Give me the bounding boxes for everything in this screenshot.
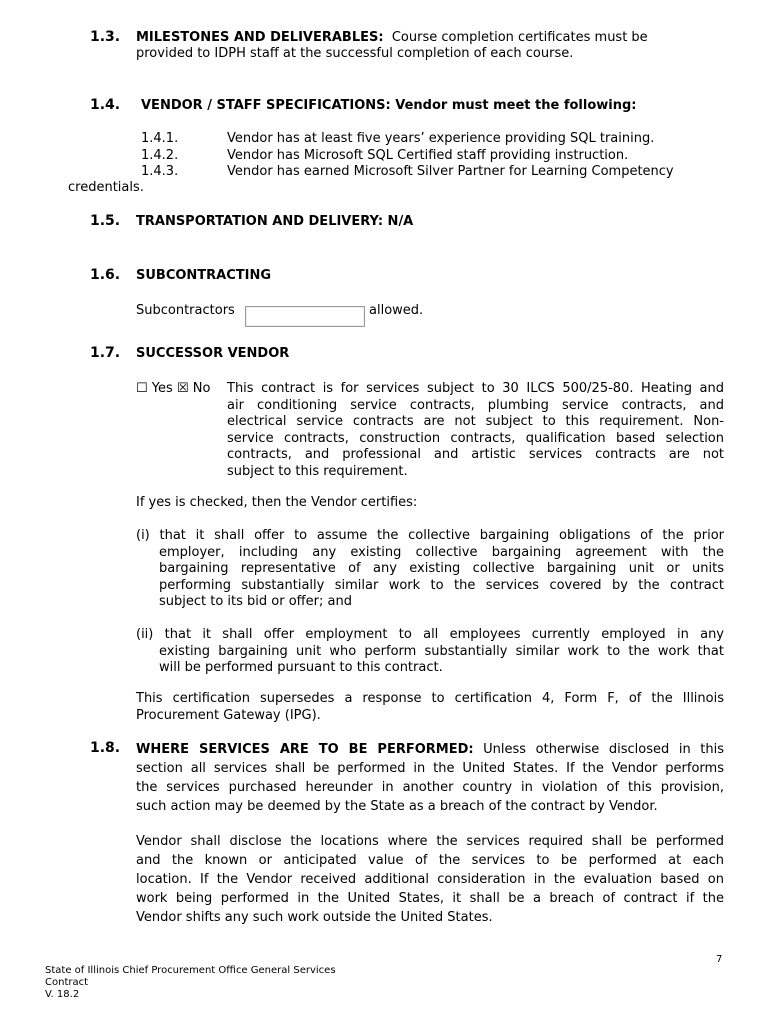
clause-ii-line: existing bargaining unit who perform substantially similar work to the work that <box>159 643 724 659</box>
section-1-4-title: VENDOR / STAFF SPECIFICATIONS: Vendor must meet the following: <box>141 98 637 113</box>
section-number-1-8: 1.8. <box>90 740 121 756</box>
clause-i-line: subject to its bid or offer; and <box>159 594 352 609</box>
sub-item-number-1-4-3: 1.4.3. <box>141 164 179 179</box>
yes-label: Yes <box>151 381 173 396</box>
clause-ii-line: will be performed pursuant to this contract. <box>159 660 443 675</box>
statement-line: electrical service contracts are not subject to this requirement. Non- <box>227 414 724 429</box>
clause-i-line: (i) that it shall offer to assume the collective bargaining obligations of the prior <box>136 528 724 543</box>
statement-line: air conditioning service contracts, plumbing service contracts, and <box>227 397 724 413</box>
allowed-label: allowed. <box>369 303 424 318</box>
sub-item-text-1-4-3: Vendor has earned Microsoft Silver Partner for Learning Competency <box>227 164 674 179</box>
supersedes-text <box>136 691 724 724</box>
section-1-8-line: and the known or anticipated value of the services to be performed at each <box>136 853 724 868</box>
section-1-8-title: WHERE SERVICES ARE TO BE PERFORMED: <box>136 742 474 757</box>
page-number: 7 <box>716 954 723 965</box>
section-1-8-line: section all services shall be performed in the United States. If the Vendor performs <box>136 761 724 776</box>
section-number-1-6: 1.6. <box>90 267 121 283</box>
sub-item-continuation: credentials. <box>68 180 144 195</box>
supersedes-line: This certification supersedes a response to certification 4, Form F, of the Illinois <box>136 691 724 706</box>
no-checkbox[interactable]: ☒ <box>176 381 189 396</box>
section-number-1-5: 1.5. <box>90 213 121 229</box>
sub-item-text-1-4-1: Vendor has at least five years’ experience providing SQL training. <box>227 131 655 146</box>
footer-org: State of Illinois Chief Procurement Office General Services <box>45 965 336 976</box>
statement-line: This contract is for services subject to 30 ILCS 500/25-80. Heating and <box>227 381 724 396</box>
supersedes-line: Procurement Gateway (IPG). <box>136 707 321 723</box>
clause-ii-line: (ii) that it shall offer employment to all employees currently employed in any <box>136 627 724 642</box>
section-1-3-title: MILESTONES AND DELIVERABLES: <box>136 30 384 45</box>
sub-item-text-1-4-2: Vendor has Microsoft SQL Certified staff providing instruction. <box>227 148 629 163</box>
section-number-1-4: 1.4. <box>90 97 121 113</box>
statement-line: service contracts, construction contracts, qualification based selection <box>227 430 724 446</box>
section-1-8-para-1 <box>136 740 724 816</box>
statement-line: subject to this requirement. <box>227 463 408 479</box>
section-number-1-3: 1.3. <box>90 29 121 45</box>
section-1-3-text: Course completion certificates must be <box>391 30 648 45</box>
footer-doc: Contract <box>45 977 89 988</box>
footer-version: V. 18.2 <box>45 989 80 1000</box>
clause-i <box>136 528 724 611</box>
no-label: No <box>192 381 211 396</box>
section-1-8-line: such action may be deemed by the State as a breach of the contract by Vendor. <box>136 799 658 814</box>
clause-i-line: employer, including any existing collective bargaining agreement with the <box>159 544 724 560</box>
section-1-8-line: Vendor shifts any such work outside the United States. <box>136 910 493 925</box>
yes-checkbox[interactable]: ☐ <box>136 381 148 396</box>
sub-item-number-1-4-1: 1.4.1. <box>141 131 179 146</box>
section-1-3-line-1 <box>136 30 648 47</box>
clause-i-line: performing substantially similar work to the services covered by the contract <box>159 577 724 593</box>
successor-statement <box>227 381 724 480</box>
subcontractors-label: Subcontractors <box>136 303 235 318</box>
statement-line: contracts, and professional and artistic services contracts are not <box>227 447 724 462</box>
subcontractors-field[interactable] <box>245 306 365 327</box>
section-1-5-title: TRANSPORTATION AND DELIVERY: N/A <box>136 214 414 229</box>
section-1-8-lead: Unless otherwise disclosed in this <box>483 742 724 757</box>
section-1-8-para-2 <box>136 832 724 927</box>
section-1-8-line: location. If the Vendor received additional consideration in the evaluation based on <box>136 872 724 887</box>
section-1-8-line: the services purchased hereunder in another country in violation of this provision, <box>136 780 724 795</box>
section-1-7-title: SUCCESSOR VENDOR <box>136 346 290 361</box>
successor-yes-no <box>136 381 210 398</box>
section-1-3-line-2: provided to IDPH staff at the successful completion of each course. <box>136 46 574 61</box>
section-1-6-title: SUBCONTRACTING <box>136 268 272 283</box>
clause-ii <box>136 627 724 677</box>
clause-i-line: bargaining representative of any existing collective bargaining unit or units <box>159 561 724 576</box>
section-1-8-line: Vendor shall disclose the locations where the services required shall be performed <box>136 834 724 849</box>
section-number-1-7: 1.7. <box>90 345 121 361</box>
section-1-8-line-1 <box>136 740 724 759</box>
section-1-8-line: work being performed in the United States, it shall be a breach of contract if the <box>136 891 724 906</box>
certifies-text: If yes is checked, then the Vendor certifies: <box>136 495 418 510</box>
sub-item-number-1-4-2: 1.4.2. <box>141 148 179 163</box>
